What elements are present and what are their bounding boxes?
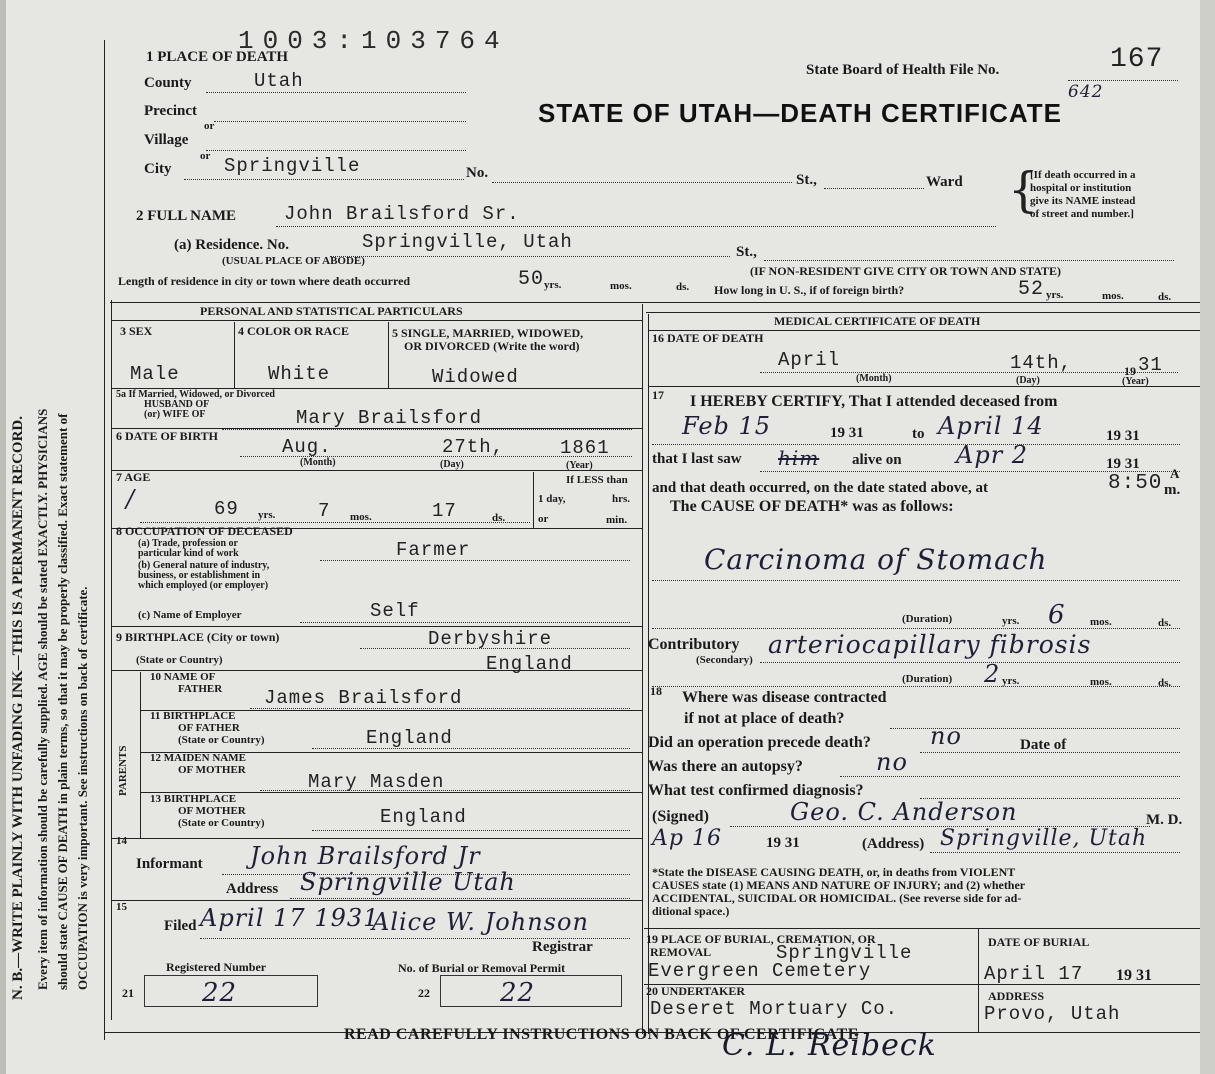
death-time-m: m.: [1164, 482, 1181, 498]
footnote-1: *State the DISEASE CAUSING DEATH, or, in deaths from VIOLENT: [652, 865, 1016, 879]
age-years: 69: [214, 498, 239, 520]
cause-yrs-unit: yrs.: [1002, 615, 1020, 627]
death-time-a: A: [1170, 466, 1180, 481]
last-saw-him: him: [778, 446, 820, 470]
margin-instructions-3: OCCUPATION is very important. See instructions on back of certificate.: [75, 586, 90, 990]
cause-years: 6: [1048, 600, 1066, 630]
precinct-label: Precinct: [144, 103, 198, 119]
county-value: Utah: [254, 70, 304, 92]
birthplace-city-rule: [360, 648, 630, 649]
registrar-signature: Alice W. Johnson: [372, 908, 589, 936]
mother-birthplace-value: England: [380, 806, 467, 828]
dob-month-caption: (Month): [300, 457, 336, 468]
registered-number-value: 22: [202, 978, 238, 1008]
cause-duration-rule: [652, 628, 1180, 629]
signed-date: Ap 16: [652, 826, 722, 851]
attended-from-date: Feb 15: [682, 412, 772, 440]
father-name-value: James Brailsford: [264, 687, 463, 709]
last-saw-date: Apr 2: [956, 441, 1029, 469]
dob-day-caption: (Day): [440, 459, 464, 470]
usual-abode-label: (USUAL PLACE OF ABODE): [222, 255, 365, 267]
hospital-note-4: of street and number.]: [1030, 208, 1134, 220]
village-rule: [206, 150, 466, 151]
sex-label: 3 SEX: [120, 324, 153, 338]
father-birth-label-1: 11 BIRTHPLACE: [150, 710, 236, 722]
form-left-inner-border: [111, 300, 112, 1020]
birthplace-label: 9 BIRTHPLACE (City or town): [116, 630, 280, 644]
test-diagnosis-label: What test confirmed diagnosis?: [648, 782, 864, 799]
contrib-mos-unit: mos.: [1090, 676, 1112, 688]
attended-to-year: 19 31: [1106, 428, 1140, 444]
item-17-number: 17: [652, 388, 664, 402]
color-marital-divider: [388, 322, 389, 388]
contrib-duration-rule: [652, 686, 1180, 687]
spouse-label-3: (or) WIFE OF: [144, 409, 206, 420]
occupation-value: Farmer: [396, 539, 471, 561]
residence-rule: [330, 256, 730, 257]
top-section-divider: [110, 302, 1200, 303]
file-number-sub: 642: [1068, 82, 1104, 102]
spouse-label-1: 5a If Married, Widowed, or Divorced: [116, 389, 275, 400]
death-time-value: 8:50: [1108, 472, 1163, 495]
dod-year: 31: [1138, 354, 1163, 376]
row14-bottom-rule: [112, 900, 642, 901]
spouse-label-2: HUSBAND OF: [144, 399, 210, 410]
street-label: St.,: [796, 172, 817, 188]
or-min-label: or: [538, 513, 549, 525]
father-name-label-2: FATHER: [178, 683, 223, 695]
age-rule: [140, 522, 530, 523]
row6-bottom-rule: [112, 470, 642, 471]
sex-value: Male: [130, 363, 180, 385]
us-residence-label: How long in U. S., if of foreign birth?: [714, 283, 905, 297]
undertaker-address-label: ADDRESS: [988, 989, 1045, 1003]
or-2: or: [200, 150, 211, 162]
age-months: 7: [318, 500, 331, 522]
operation-label: Did an operation precede death?: [648, 734, 871, 751]
autopsy-label: Was there an autopsy?: [648, 758, 803, 775]
us-ds: ds.: [1158, 291, 1172, 303]
attended-to-label: to: [912, 426, 925, 442]
certify-text: I HEREBY CERTIFY, That I attended deceased from: [690, 393, 1058, 410]
where-contracted-2: if not at place of death?: [684, 710, 845, 727]
mother-birth-rule: [312, 830, 630, 831]
registrar-label: Registrar: [532, 939, 593, 955]
length-ds: ds.: [676, 281, 690, 293]
residence-value: Springville, Utah: [362, 231, 573, 253]
operation-value: no: [930, 722, 962, 750]
length-residence-years: 50: [518, 268, 545, 291]
county-rule: [206, 92, 466, 93]
occupation-b-2: business, or establishment in: [138, 570, 261, 581]
burial-place-1: Springville: [776, 942, 913, 964]
row8-bottom-rule: [112, 626, 642, 627]
physician-address-rule: [930, 852, 1180, 853]
mother-name-label-2: OF MOTHER: [178, 764, 246, 776]
city-rule: [184, 179, 464, 180]
dob-year-caption: (Year): [566, 460, 593, 471]
contrib-years: 2: [984, 660, 1001, 688]
spouse-rule: [222, 429, 632, 430]
nonresident-label: (IF NON-RESIDENT GIVE CITY OR TOWN AND STATE): [750, 264, 1062, 278]
autopsy-rule: [840, 776, 1180, 777]
undertaker-label: 20 UNDERTAKER: [646, 984, 746, 998]
color-value: White: [268, 363, 331, 385]
dod-day: 14th,: [1010, 352, 1073, 374]
residence-st-label: St.,: [736, 244, 757, 260]
dod-year-prefix: 19: [1124, 364, 1136, 378]
contrib-duration-label: (Duration): [902, 673, 953, 685]
parents-box-divider: [140, 672, 141, 838]
length-residence-label: Length of residence in city or town where death occurred: [118, 274, 411, 288]
undertaker-address-value: Provo, Utah: [984, 1003, 1121, 1025]
footnote-2: CAUSES state (1) MEANS AND NATURE OF INJURY; and (2) whether: [652, 878, 1026, 892]
father-birth-label-3: (State or Country): [178, 734, 265, 746]
center-divider: [642, 304, 643, 1034]
item-15-number: 15: [116, 901, 127, 913]
burial-place-label-1: 19 PLACE OF BURIAL, CREMATION, OR: [646, 932, 876, 946]
file-number: 167: [1110, 44, 1164, 75]
informant-address-label: Address: [226, 881, 279, 897]
occupation-b-1: (b) General nature of industry,: [138, 560, 270, 571]
row16-bottom-rule: [648, 386, 1200, 387]
contrib-ds-unit: ds.: [1158, 677, 1172, 689]
age-stroke: /: [126, 485, 136, 513]
right-binding-edge: [1200, 0, 1215, 1074]
residence-st-rule: [764, 260, 1174, 261]
contrib-yrs-unit: yrs.: [1002, 675, 1020, 687]
father-birth-label-2: OF FATHER: [178, 722, 240, 734]
dob-day: 27th,: [442, 436, 505, 458]
full-name-rule: [276, 226, 996, 227]
street-no-rule: [492, 182, 792, 183]
date-of-label: Date of: [1020, 737, 1067, 753]
cause-mos-unit: mos.: [1090, 616, 1112, 628]
min-label: min.: [606, 514, 628, 526]
father-name-label-1: 10 NAME OF: [150, 671, 216, 683]
burial-place-2: Evergreen Cemetery: [648, 960, 872, 982]
margin-instructions-2: should state CAUSE OF DEATH in plain terms, so that it may be properly classified. Exact statement of: [55, 413, 70, 990]
cause-ds-unit: ds.: [1158, 617, 1172, 629]
full-name-value: John Brailsford Sr.: [284, 203, 520, 225]
hrs-label: hrs.: [612, 493, 631, 505]
cause-duration-label: (Duration): [902, 613, 953, 625]
mother-name-label-1: 12 MAIDEN NAME: [150, 752, 246, 764]
age-mos-unit: mos.: [350, 511, 372, 523]
parents-vertical-label: PARENTS: [117, 745, 129, 796]
undertaker-value: Deseret Mortuary Co.: [650, 998, 899, 1020]
city-label: City: [144, 161, 172, 177]
father-birth-rule: [312, 748, 630, 749]
burial-date-divider: [978, 928, 979, 1032]
footnote-4: ditional space.): [652, 904, 730, 918]
city-value: Springville: [224, 155, 361, 177]
last-saw-year: 19 31: [1106, 456, 1140, 472]
county-label: County: [144, 75, 192, 91]
secondary-label: (Secondary): [696, 654, 753, 666]
length-mos: mos.: [610, 280, 632, 292]
employer-value: Self: [370, 600, 420, 622]
signed-year: 19 31: [766, 835, 800, 851]
physician-signature: Geo. C. Anderson: [790, 798, 1018, 826]
mother-birth-label-3: (State or Country): [178, 817, 265, 829]
employer-rule: [300, 622, 630, 623]
village-label: Village: [144, 132, 189, 148]
age-less-divider: [533, 472, 534, 528]
burial-permit-value: 22: [500, 978, 536, 1008]
cause-rule-1: [652, 580, 1180, 581]
age-yrs-unit: yrs.: [258, 509, 276, 521]
informant-address-value: Springville Utah: [300, 868, 516, 896]
us-residence-years: 52: [1018, 278, 1045, 301]
less-than-label: If LESS than: [566, 474, 628, 486]
dod-rule: [760, 372, 1178, 373]
bottom-signature: C. L. Reibeck: [722, 1028, 937, 1063]
age-label: 7 AGE: [116, 470, 151, 484]
color-label: 4 COLOR OR RACE: [238, 324, 350, 338]
one-day-label: 1 day,: [538, 493, 566, 505]
dod-year-caption: (Year): [1122, 376, 1149, 387]
age-ds-unit: ds.: [492, 512, 506, 524]
burial-date-value: April 17: [984, 963, 1084, 985]
mother-birth-label-2: OF MOTHER: [178, 805, 246, 817]
age-days: 17: [432, 500, 457, 522]
residence-label: (a) Residence. No.: [174, 237, 289, 253]
death-time-label: and that death occurred, on the date stated above, at: [652, 480, 988, 496]
marital-label-2: OR DIVORCED (Write the word): [404, 339, 580, 353]
signed-label: (Signed): [652, 808, 709, 825]
mother-birth-label-1: 13 BIRTHPLACE: [150, 793, 237, 805]
serial-number: 1003:103764: [238, 26, 509, 56]
or-1: or: [204, 120, 215, 132]
birthplace-city: Derbyshire: [428, 628, 553, 650]
occupation-a-1: (a) Trade, profession or: [138, 538, 238, 549]
us-mos: mos.: [1102, 290, 1124, 302]
mother-name-value: Mary Masden: [308, 771, 445, 793]
employer-label: (c) Name of Employer: [138, 609, 242, 621]
form-left-border: [104, 40, 105, 1040]
father-name-rule: [250, 708, 630, 709]
informant-address-rule: [290, 898, 630, 899]
item-18-number: 18: [650, 684, 662, 698]
dob-month: Aug.: [282, 436, 332, 458]
attended-from-year: 19 31: [830, 425, 864, 441]
date-of-death-label: 16 DATE OF DEATH: [652, 331, 764, 345]
occupation-a-2: particular kind of work: [138, 548, 239, 559]
physician-address-value: Springville, Utah: [940, 826, 1148, 851]
board-file-label: State Board of Health File No.: [806, 62, 1000, 78]
contributory-value: arteriocapillary fibrosis: [768, 630, 1092, 659]
cause-of-death-intro: The CAUSE OF DEATH* was as follows:: [670, 498, 954, 515]
informant-label: Informant: [136, 856, 203, 872]
file-no-rule: [1068, 80, 1178, 81]
last-saw-label: that I last saw: [652, 451, 742, 467]
alive-on-label: alive on: [852, 452, 902, 468]
birthplace-state-label: (State or Country): [136, 654, 223, 666]
filed-label: Filed: [164, 918, 197, 934]
burial-date-label: DATE OF BURIAL: [988, 935, 1090, 949]
filed-date: April 17 1931: [200, 904, 380, 932]
hospital-brace: {: [1008, 162, 1039, 218]
dod-day-caption: (Day): [1016, 375, 1040, 386]
where-contracted-1: Where was disease contracted: [682, 689, 887, 706]
ward-rule: [824, 188, 924, 189]
registered-number-label: Registered Number: [166, 960, 267, 974]
us-yrs: yrs.: [1046, 289, 1064, 301]
autopsy-value: no: [876, 748, 908, 776]
item-22-number: 22: [418, 986, 430, 1000]
hospital-note-2: hospital or institution: [1030, 182, 1132, 194]
mother-name-rule: [260, 790, 630, 791]
informant-value: John Brailsford Jr: [250, 842, 481, 870]
length-yrs: yrs.: [544, 279, 562, 291]
left-binding-edge: [0, 0, 6, 1074]
burial-top-rule: [644, 928, 1200, 929]
dob-label: 6 DATE OF BIRTH: [116, 429, 218, 443]
medical-section-title: MEDICAL CERTIFICATE OF DEATH: [774, 314, 981, 328]
row13-bottom-rule: [112, 838, 642, 839]
md-label: M. D.: [1146, 812, 1183, 828]
dod-month-caption: (Month): [856, 373, 892, 384]
street-no-label: No.: [466, 165, 489, 181]
occupation-rule: [320, 560, 630, 561]
birthplace-country: England: [486, 653, 573, 675]
read-instructions: READ CAREFULLY INSTRUCTIONS ON BACK OF CERTIFICATE: [344, 1026, 859, 1043]
footnote-3: ACCIDENTAL, SUICIDAL OR HOMICIDAL. (See reverse side for ad-: [652, 891, 1022, 905]
attended-rule: [652, 444, 1180, 445]
father-birthplace-value: England: [366, 727, 453, 749]
marital-value: Widowed: [432, 366, 519, 388]
burial-permit-label: No. of Burial or Removal Permit: [398, 961, 566, 975]
right-section-divider: [646, 312, 1200, 313]
marital-label-1: 5 SINGLE, MARRIED, WIDOWED,: [392, 326, 584, 340]
certificate-title: STATE OF UTAH—DEATH CERTIFICATE: [538, 98, 1062, 128]
cause-of-death-value: Carcinoma of Stomach: [704, 543, 1048, 576]
full-name-label: 2 FULL NAME: [136, 208, 237, 224]
burial-date-year: 19 31: [1116, 967, 1152, 984]
spouse-value: Mary Brailsford: [296, 407, 483, 429]
dob-year: 1861: [560, 437, 610, 459]
sex-color-divider: [234, 322, 235, 388]
ward-label: Ward: [926, 174, 963, 190]
burial-place-label-2: REMOVAL: [650, 945, 712, 959]
item-14-number: 14: [116, 835, 127, 847]
precinct-rule: [214, 121, 466, 122]
contributory-rule: [760, 662, 1180, 663]
personal-section-title: PERSONAL AND STATISTICAL PARTICULARS: [200, 304, 463, 318]
center-divider-2: [648, 314, 649, 1034]
dod-month: April: [778, 349, 841, 371]
item-21-number: 21: [122, 986, 134, 1000]
occupation-b-3: which employed (or employer): [138, 580, 269, 591]
hospital-note-3: give its NAME instead: [1030, 195, 1136, 207]
place-of-death-label: 1 PLACE OF DEATH: [146, 49, 289, 65]
occupation-label: 8 OCCUPATION OF DECEASED: [116, 524, 293, 538]
margin-warning: N. B.—WRITE PLAINLY WITH UNFADING INK—THIS IS A PERMANENT RECORD.: [10, 416, 26, 1000]
attended-to-date: April 14: [938, 412, 1044, 440]
margin-instructions-1: Every item of information should be carefully supplied. AGE should be stated EXACTLY. PHYSICIANS: [35, 408, 50, 990]
contributory-label: Contributory: [648, 636, 740, 653]
physician-address-label: (Address): [862, 836, 925, 852]
dob-rule: [240, 456, 632, 457]
hospital-note-1: [If death occurred in a: [1030, 169, 1136, 181]
operation-rule: [920, 752, 1180, 753]
personal-title-rule: [112, 320, 642, 321]
